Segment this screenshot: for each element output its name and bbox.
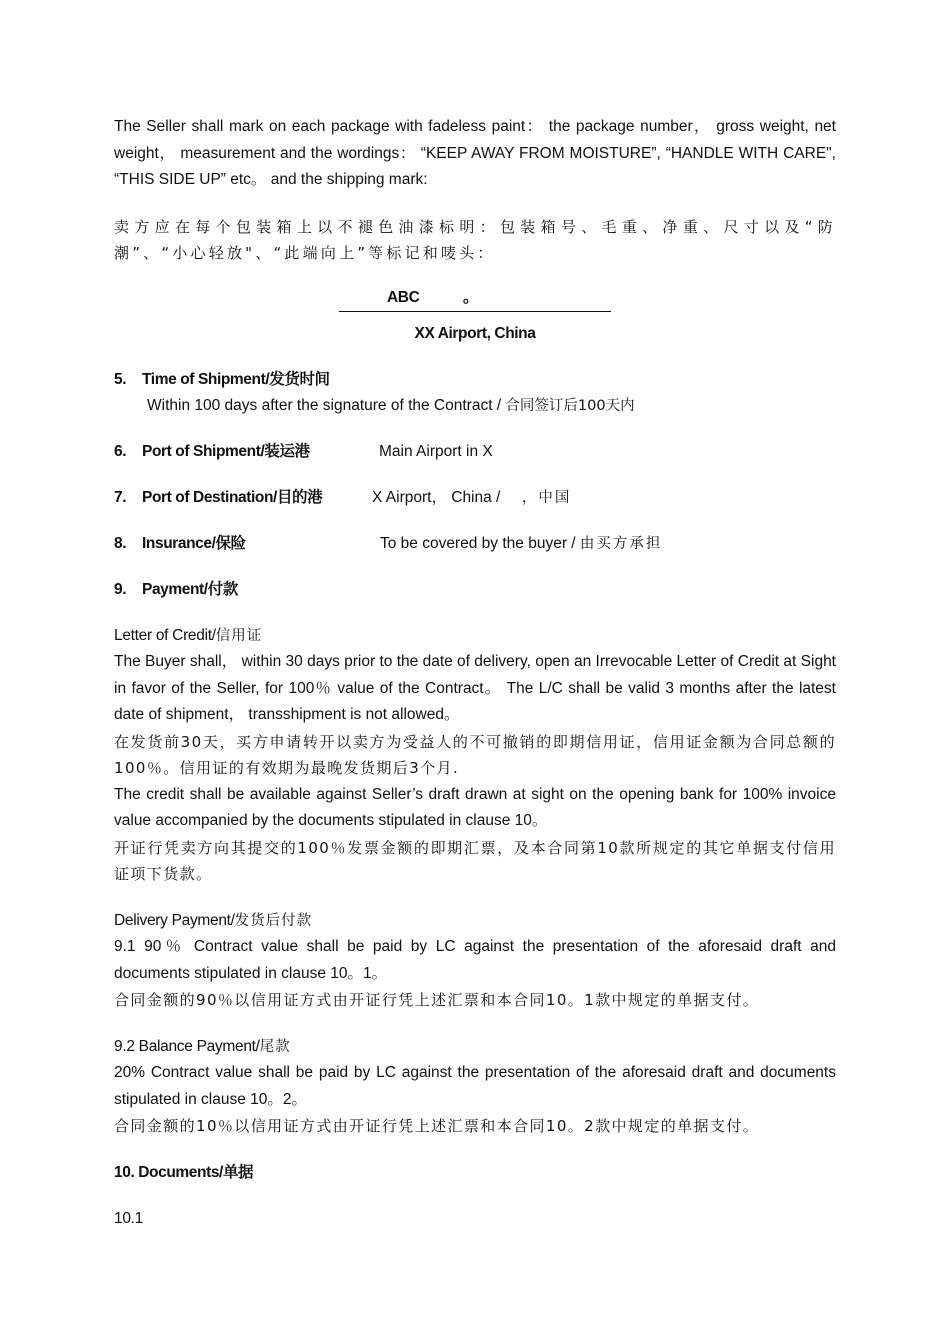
section-label: Insurance/保险 <box>142 534 246 552</box>
section-number: 9. <box>114 580 127 598</box>
section-9-heading <box>114 577 836 603</box>
lc-title <box>114 623 836 650</box>
section-6-heading <box>114 439 836 465</box>
lc-title-cn: 信用证 <box>215 627 263 644</box>
shipping-mark-dot: 。 <box>463 288 479 306</box>
marking-paragraph-en: The Seller shall mark on each package with fadeless paint： the package number， gross weight, net weight， measurement and the wordings： “KEEP AWAY FROM MOISTURE”, “HANDLE WITH CARE", “THIS SIDE UP” etc。 and the shipping mark: <box>114 118 836 188</box>
shipping-mark-place: XX Airport, China <box>414 324 536 342</box>
balance-payment-title-en: 9.2 Balance Payment/ <box>114 1037 260 1055</box>
section-8-heading <box>114 531 836 557</box>
section-5-text <box>114 393 836 419</box>
lc-paragraph-cn: 在发货前30天，买方申请转开以卖方为受益人的不可撤销的即期信用证，信用证金额为合同总额的100％。信用证的有效期为最晚发货期后3个月. <box>114 732 836 777</box>
section-number: 8. <box>114 534 127 552</box>
contract-page <box>114 114 836 1232</box>
section-6-value: Main Airport in X <box>379 442 493 460</box>
delivery-payment-title-cn: 发货后付款 <box>234 912 313 929</box>
marking-paragraph-cn: 卖方应在每个包装箱上以不褪色油漆标明：包装箱号、毛重、净重、尺寸以及“防潮”、“小心轻放"、“此端向上”等标记和唛头： <box>114 217 836 262</box>
section-5-text-en: Within 100 days after the signature of the Contract / <box>147 396 506 414</box>
section-label: Port of Shipment/装运港 <box>142 442 310 460</box>
section-7-value-cn: ，中国 <box>521 489 572 506</box>
section-7-heading <box>114 485 836 511</box>
clause-10-1: 10.1 <box>114 1209 143 1227</box>
clause-9-2-en: 20% Contract value shall be paid by LC against the presentation of the aforesaid draft and documents stipulated in clause 10。2。 <box>114 1064 836 1108</box>
section-7-value <box>372 485 571 511</box>
section-number: 7. <box>114 488 127 506</box>
section-number: 6. <box>114 442 127 460</box>
section-number: 5. <box>114 370 127 388</box>
shipping-mark-name: ABC <box>387 288 420 306</box>
shipping-mark <box>114 287 836 321</box>
section-5-heading <box>114 367 836 393</box>
clause-9-1-en: 9.1 90％ Contract value shall be paid by LC against the presentation of the aforesaid draft and documents stipulated in clause 10。1。 <box>114 938 836 982</box>
lc-title-en: Letter of Credit/ <box>114 626 216 644</box>
lc-paragraph-en: The Buyer shall， within 30 days prior to the date of delivery, open an Irrevocable Letter of Credit at Sight in favor of the Seller, for 100％ value of the Contract。 The L/C shall be valid 3 months after the latest date of shipment， transshipment is not allowed。 <box>114 653 836 723</box>
shipping-mark-underline <box>339 287 611 312</box>
section-label: Port of Destination/目的港 <box>142 488 323 506</box>
balance-payment-title <box>114 1034 836 1061</box>
credit-paragraph-cn: 开证行凭卖方向其提交的100％发票金额的即期汇票，及本合同第10款所规定的其它单据支付信用证项下货款。 <box>114 838 836 883</box>
clause-9-2-cn: 合同金额的10％以信用证方式由开证行凭上述汇票和本合同10。2款中规定的单据支付。 <box>114 1117 760 1135</box>
section-label: Payment/付款 <box>142 580 238 598</box>
clause-9-1-cn: 合同金额的90％以信用证方式由开证行凭上述汇票和本合同10。1款中规定的单据支付。 <box>114 991 760 1009</box>
section-label: Time of Shipment/发货时间 <box>142 370 330 388</box>
credit-paragraph-en: The credit shall be available against Seller’s draft drawn at sight on the opening bank for 100% invoice value accompanied by the documents stipulated in clause 10。 <box>114 785 836 829</box>
section-10-heading <box>114 1160 836 1186</box>
section-8-value <box>380 531 662 557</box>
section-label: 10. Documents/单据 <box>114 1163 254 1181</box>
section-8-value-cn: 由买方承担 <box>579 535 663 552</box>
section-7-value-en: X Airport， China / <box>372 488 501 506</box>
section-5-text-cn: 合同签订后100天内 <box>505 397 635 414</box>
delivery-payment-title-en: Delivery Payment/ <box>114 911 235 929</box>
balance-payment-title-cn: 尾款 <box>259 1038 291 1055</box>
section-8-value-en: To be covered by the buyer / <box>380 534 580 552</box>
delivery-payment-title <box>114 908 836 935</box>
